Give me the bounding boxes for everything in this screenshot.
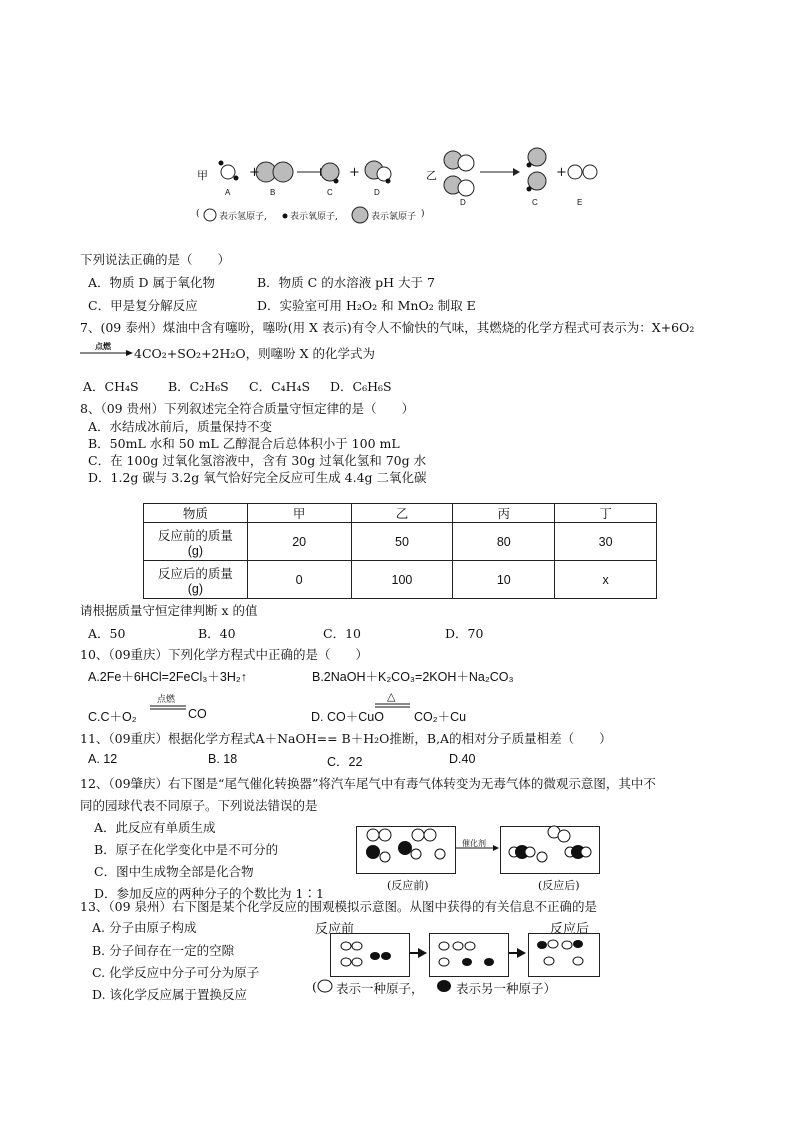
q10-option-c-right: CO <box>188 707 207 721</box>
q12-catalyst-label: 催化剂 <box>462 839 486 848</box>
q11-stem: 11、（09重庆）根据化学方程式A＋NaOH== B＋H₂O推断，B,A的相对分子质量相差（ ） <box>80 731 612 746</box>
label-jia: 甲 <box>197 169 208 182</box>
table-header-cell: 丁 <box>555 504 657 523</box>
q10-option-c-left: C.C＋O₂ <box>88 710 137 724</box>
label-b: B <box>270 188 276 197</box>
table-cell: 100 <box>351 561 453 599</box>
q7-condition: 点燃 <box>95 341 111 351</box>
table-header-row <box>144 504 657 523</box>
q9-option-c: C．10 <box>323 626 361 641</box>
q10-option-d-right: CO₂＋Cu <box>414 710 467 724</box>
plus-3: + <box>556 165 567 180</box>
label-yi: 乙 <box>426 169 437 182</box>
table-cell: 50 <box>351 523 453 561</box>
q10-c-condition: 点燃 <box>157 695 176 705</box>
q10-option-b: B.2NaOH＋K₂CO₃=2KOH＋Na₂CO₃ <box>312 670 514 684</box>
mass-table <box>143 503 657 599</box>
q7-option-c: C．C₄H₄S <box>249 379 311 394</box>
q10-d-condition: △ <box>387 690 396 703</box>
q13-molecule-diagram <box>0 925 800 1015</box>
q13-before-label: 反应前 <box>315 922 355 937</box>
q13-legend-paren: ( <box>312 979 317 994</box>
q8-option-d: D．1.2g 碳与 3.2g 氧气恰好完全反应可生成 4.4g 二氧化碳 <box>88 470 427 485</box>
q9-option-b: B．40 <box>198 626 236 641</box>
label-c: C <box>327 188 333 197</box>
q13-after-label: 反应后 <box>550 922 590 937</box>
q9-stem: 请根据质量守恒定律判断 x 的值 <box>80 603 258 618</box>
q10-stem: 10、（09重庆）下列化学方程式中正确的是（ ） <box>80 647 369 662</box>
q12-stem-line1: 12、（09肇庆）右下图是“尾气催化转换器”将汽车尾气中有毒气体转变为无毒气体的微观示意图，其中不 <box>80 776 656 791</box>
q6-option-d: D．实验室可用 H₂O₂ 和 MnO₂ 制取 E <box>257 298 476 313</box>
q7-stem: 7、(09 泰州）煤油中含有噻吩，噻吩(用 X 表示)有令人不愉快的气味，其燃烧的化学方程式可表示为：X+6O₂ <box>80 320 695 335</box>
legend-cl: 表示氯原子 <box>371 212 417 222</box>
q8-option-c: C．在 100g 过氧化氢溶液中，含有 30g 过氧化氢和 70g 水 <box>88 453 427 468</box>
label-d: D <box>374 188 380 197</box>
q12-option-b: B．原子在化学变化中是不可分的 <box>94 842 279 857</box>
legend-h: 表示氢原子, <box>219 212 267 222</box>
q6-option-a: A．物质 D 属于氧化物 <box>88 275 215 290</box>
label-a: A <box>225 188 231 197</box>
table-header-cell: 甲 <box>247 504 351 523</box>
q11-option-d: D.40 <box>449 752 476 766</box>
q11-option-a: A. 12 <box>88 752 118 766</box>
q10-option-a: A.2Fe＋6HCl=2FeCl₃＋3H₂↑ <box>88 670 247 684</box>
table-cell: 10 <box>453 561 555 599</box>
table-cell: 0 <box>247 561 351 599</box>
label-c2: C <box>532 198 538 207</box>
q7-rest: 4CO₂+SO₂+2H₂O，则噻吩 X 的化学式为 <box>134 346 376 361</box>
q9-option-a: A．50 <box>88 626 126 641</box>
q12-option-c: C．图中生成物全部是化合物 <box>94 864 254 879</box>
q13-legend-a: 表示一种原子， <box>336 981 424 996</box>
q13-option-b: B. 分子间存在一定的空隙 <box>92 943 235 958</box>
q12-option-a: A．此反应有单质生成 <box>94 820 216 835</box>
q6-stem: 下列说法正确的是（ ） <box>80 252 231 267</box>
q10-option-d-left: D. CO＋CuO <box>311 710 384 724</box>
table-row <box>144 561 657 599</box>
q12-stem-line2: 同的园球代表不同原子。下列说法错误的是 <box>80 798 318 813</box>
q10-d-equals <box>0 703 800 713</box>
q8-option-a: A．水结成冰前后，质量保持不变 <box>88 419 273 434</box>
table-row-label: 反应后的质量 (g) <box>144 561 248 599</box>
q11-option-b: B. 18 <box>208 752 238 766</box>
table-cell: 20 <box>247 523 351 561</box>
q11-option-c: C．22 <box>327 755 363 769</box>
table-header-cell: 乙 <box>351 504 453 523</box>
table-cell: 80 <box>453 523 555 561</box>
table-row-label: 反应前的质量 (g) <box>144 523 248 561</box>
plus-1: + <box>249 165 260 180</box>
q8-option-b: B．50mL 水和 50 mL 乙醇混合后总体积小于 100 mL <box>88 436 400 451</box>
table-header-cell: 丙 <box>453 504 555 523</box>
label-e: E <box>577 198 583 207</box>
q7-option-b: B．C₂H₆S <box>168 379 229 394</box>
reaction-jia-diagram <box>0 0 800 240</box>
q13-option-a: A. 分子由原子构成 <box>92 920 197 935</box>
q13-option-c: C. 化学反应中分子可分为原子 <box>92 965 260 980</box>
q9-option-d: D．70 <box>445 626 484 641</box>
q12-before-label: (反应前) <box>387 879 429 892</box>
table-cell: 30 <box>555 523 657 561</box>
q13-legend-b: 表示另一种原子） <box>456 981 557 996</box>
legend-o: 表示氧原子, <box>290 212 338 222</box>
legend-open: ( <box>196 209 200 219</box>
table-cell: x <box>555 561 657 599</box>
plus-2: + <box>349 165 360 180</box>
q13-option-d: D. 该化学反应属于置换反应 <box>92 987 248 1002</box>
q8-stem: 8、（09 贵州）下列叙述完全符合质量守恒定律的是（ ） <box>80 401 415 416</box>
table-row <box>144 523 657 561</box>
legend-close: ) <box>421 209 425 219</box>
q12-after-label: (反应后) <box>538 879 580 892</box>
q13-stem: 13、（09 泉州）右下图是某个化学反应的围观模拟示意图。从图中获得的有关信息不正确的是 <box>80 899 598 914</box>
q6-option-b: B．物质 C 的水溶液 pH 大于 7 <box>257 275 435 290</box>
q7-option-a: A．CH₄S <box>83 379 139 394</box>
label-d2: D <box>460 198 466 207</box>
q6-option-c: C．甲是复分解反应 <box>88 298 198 313</box>
q12-option-d: D．参加反应的两种分子的个数比为 1∶1 <box>94 886 324 901</box>
q7-arrow <box>0 349 800 359</box>
table-header-cell: 物质 <box>144 504 248 523</box>
q7-option-d: D．C₆H₆S <box>330 379 392 394</box>
